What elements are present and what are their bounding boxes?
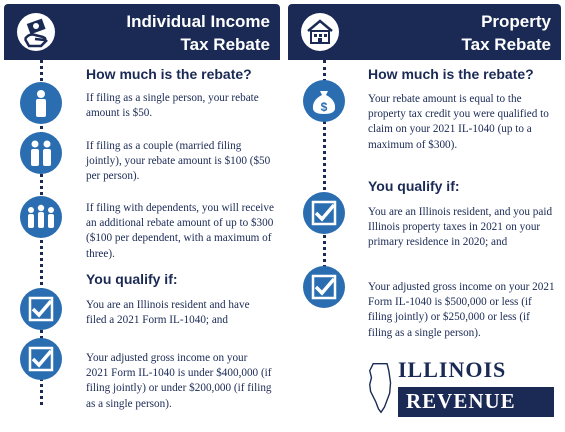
- qualify-text-1: You are an Illinois resident, and you paid Illinois property taxes in 2021 on your primary residence in 2020; and: [368, 206, 553, 249]
- amount-text: Your rebate amount is equal to the property tax credit you were qualified to claim on your 2021 IL-1040 (up to a maximum of $300).: [368, 93, 549, 151]
- single-person-icon: [20, 82, 62, 124]
- money-bag-icon: [303, 80, 345, 122]
- checkmark-icon: [20, 288, 62, 330]
- couple-icon: [20, 132, 62, 174]
- illinois-state-outline-icon: [368, 357, 394, 419]
- qualify-text-2: Your adjusted gross income on your 2021 Form IL-1040 is $500,000 or less (if filing jointly) or $250,000 or less (if filing as a single person).: [368, 281, 555, 339]
- property-rebate-title: [462, 10, 551, 56]
- title-line-2: Tax Rebate: [461, 35, 551, 54]
- house-icon: [300, 12, 340, 52]
- dependents-text: If filing with dependents, you will receive an additional rebate amount of up to $300 ($100 per dependent, with a maximum of three).: [86, 202, 274, 260]
- checkmark-icon: [303, 266, 345, 308]
- individual-rebate-title: [126, 10, 270, 56]
- qualify-heading: You qualify if:: [86, 271, 178, 287]
- qualify-text-2: Your adjusted gross income on your 2021 Form IL-1040 is under $400,000 (if filing jointly) or under $200,000 (if filing as a single person).: [86, 352, 272, 410]
- individual-rebate-column: [0, 0, 282, 432]
- logo-illinois-text: ILLINOIS: [398, 357, 507, 382]
- property-rebate-banner: [288, 4, 561, 60]
- title-line-2: Tax Rebate: [180, 35, 270, 54]
- logo-revenue-text: REVENUE: [406, 389, 516, 413]
- qualify-text-1: You are an Illinois resident and have filed a 2021 Form IL-1040; and: [86, 299, 250, 327]
- checkmark-icon: [303, 192, 345, 234]
- hand-with-money-icon: [16, 12, 56, 52]
- svg-text:$: $: [320, 100, 328, 114]
- illinois-revenue-logo: [368, 357, 558, 425]
- title-line-1: Individual Income: [126, 12, 270, 31]
- qualify-heading: You qualify if:: [368, 178, 460, 194]
- single-text: If filing as a single person, your rebate amount is $50.: [86, 92, 259, 120]
- family-icon: [20, 196, 62, 238]
- couple-text: If filing as a couple (married filing jointly), your rebate amount is $100 ($50 per person).: [86, 140, 271, 183]
- property-rebate-column: [284, 0, 565, 432]
- how-much-heading: How much is the rebate?: [86, 66, 252, 82]
- logo-revenue-box: [398, 387, 554, 417]
- title-line-1: Property: [481, 12, 551, 31]
- checkmark-icon: [20, 338, 62, 380]
- how-much-heading: How much is the rebate?: [368, 66, 534, 82]
- individual-rebate-banner: [4, 4, 280, 60]
